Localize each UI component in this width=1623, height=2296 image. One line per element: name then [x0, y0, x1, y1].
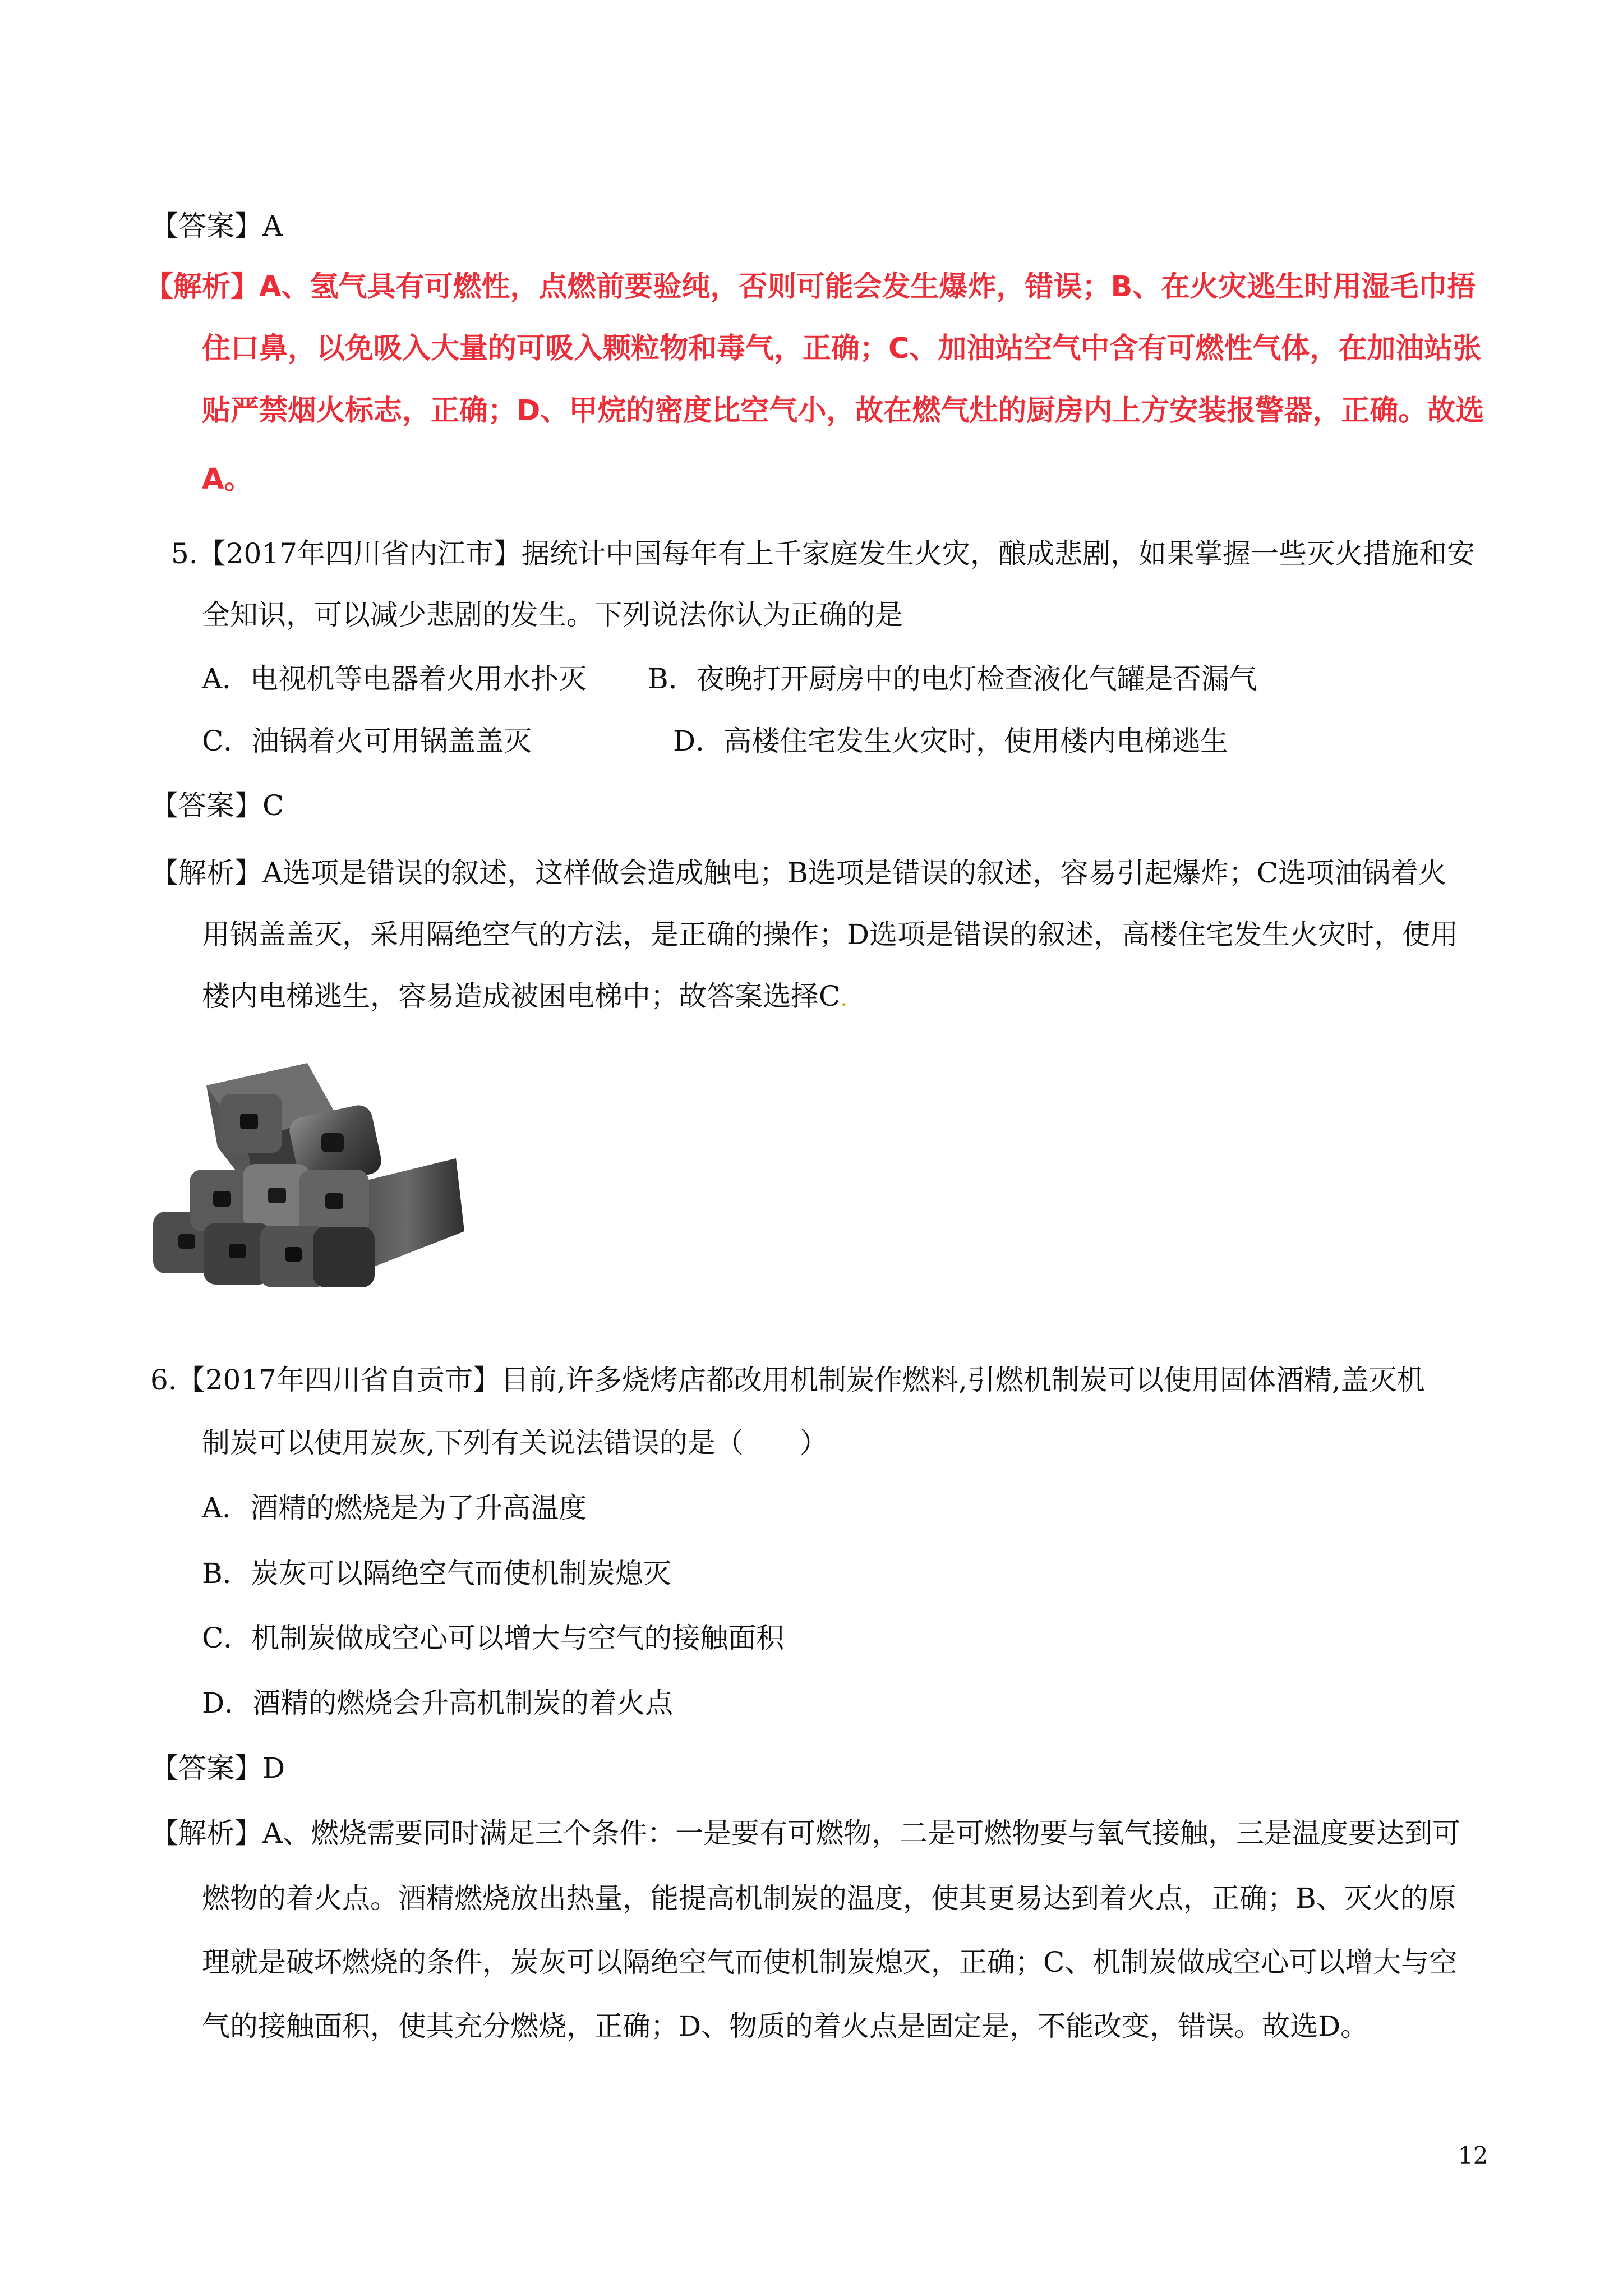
q6-analysis-line-1: 【解析】A、燃烧需要同时满足三个条件：一是要有可燃物，二是可燃物要与氧气接触，三是温度要达到可 — [150, 1817, 1461, 1849]
q5-answer: 【答案】C — [150, 789, 284, 822]
page-number: 12 — [1458, 2142, 1488, 2169]
q6-option-a: A．酒精的燃烧是为了升高温度 — [202, 1492, 587, 1524]
q6-stem-line-2: 制炭可以使用炭灰,下列有关说法错误的是（ ） — [202, 1427, 828, 1459]
q5-stem-line-2: 全知识，可以减少悲剧的发生。下列说法你认为正确的是 — [202, 599, 903, 631]
q6-option-c: C．机制炭做成空心可以增大与空气的接触面积 — [202, 1622, 785, 1654]
q4-analysis-line-1: 【解析】A、氢气具有可燃性，点燃前要验纯，否则可能会发生爆炸，错误；B、在火灾逃生时用湿毛巾捂 — [145, 270, 1476, 303]
q6-option-b: B．炭灰可以隔绝空气而使机制炭熄灭 — [202, 1557, 671, 1590]
answer-tag: 【答案】 — [150, 210, 262, 242]
q6-option-d: D．酒精的燃烧会升高机制炭的着火点 — [202, 1687, 674, 1719]
answer-letter: A — [262, 210, 283, 242]
q4-analysis-line-4: A。 — [202, 463, 253, 496]
q6-analysis-line-3: 理就是破坏燃烧的条件，炭灰可以隔绝空气而使机制炭熄灭，正确；C、机制炭做成空心可以增大与空 — [202, 1946, 1458, 1978]
charcoal-briquettes-image — [150, 1063, 464, 1290]
q5-stem-line-1: 5.【2017年四川省内江市】据统计中国每年有上千家庭发生火灾，酿成悲剧，如果掌握一些灭火措施和安 — [171, 537, 1475, 570]
q6-analysis-line-2: 燃物的着火点。酒精燃烧放出热量，能提高机制炭的温度，使其更易达到着火点，正确；B、灭火的原 — [202, 1882, 1456, 1915]
q5-analysis-line-3 — [202, 978, 847, 1016]
q6-answer: 【答案】D — [150, 1752, 285, 1784]
q5-option-d: D．高楼住宅发生火灾时，使用楼内电梯逃生 — [673, 725, 1229, 757]
q5-analysis-line-1: 【解析】A选项是错误的叙述，这样做会造成触电；B选项是错误的叙述，容易引起爆炸；C选项油锅着火 — [150, 857, 1447, 889]
q4-analysis-line-2: 住口鼻，以免吸入大量的可吸入颗粒物和毒气，正确；C、加油站空气中含有可燃性气体，在加油站张 — [202, 332, 1482, 365]
q4-answer — [150, 208, 283, 244]
q4-analysis-line-3: 贴严禁烟火标志，正确；D、甲烷的密度比空气小，故在燃气灶的厨房内上方安装报警器，正确。故选 — [202, 394, 1484, 427]
q5-analysis-line-2: 用锅盖盖灭，采用隔绝空气的方法，是正确的操作；D选项是错误的叙述，高楼住宅发生火灾时，使用 — [202, 918, 1459, 951]
q5-option-c: C．油锅着火可用锅盖盖灭 — [202, 725, 532, 757]
stray-mark: . — [840, 986, 847, 1011]
q5-option-b: B．夜晚打开厨房中的电灯检查液化气罐是否漏气 — [648, 662, 1257, 695]
q5-analysis-line-3-text: 楼内电梯逃生，容易造成被困电梯中；故答案选择C — [202, 980, 841, 1013]
q5-option-a: A．电视机等电器着火用水扑灭 — [202, 662, 587, 695]
q6-stem-line-1: 6.【2017年四川省自贡市】目前,许多烧烤店都改用机制炭作燃料,引燃机制炭可以使用固体酒精,盖灭机 — [150, 1364, 1425, 1396]
q6-analysis-line-4: 气的接触面积，使其充分燃烧，正确；D、物质的着火点是固定是，不能改变，错误。故选D。 — [202, 2010, 1369, 2042]
